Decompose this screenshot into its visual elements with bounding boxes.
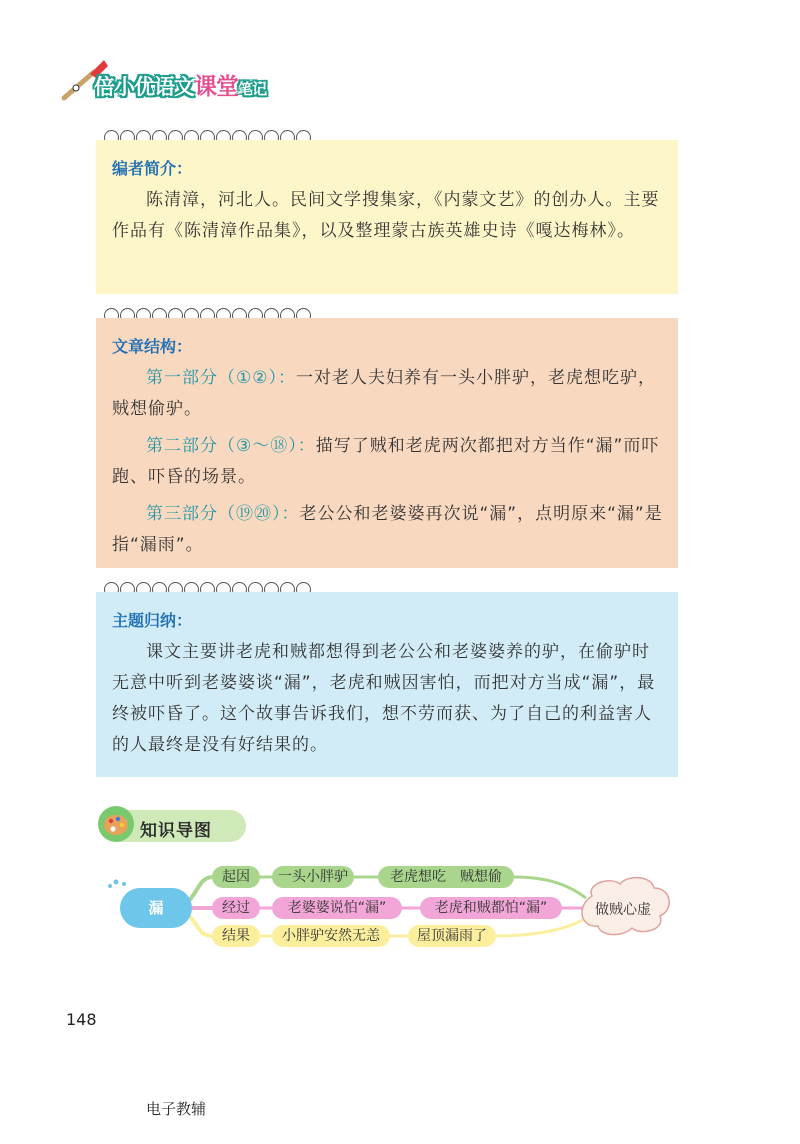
palette-icon [96, 804, 136, 844]
row-1-item-1: 一头小胖驴 [272, 866, 354, 888]
row-1-label: 起因 [212, 866, 260, 888]
theme-card [96, 592, 678, 777]
part-1-text: 一对老人夫妇养有一头小胖驴，老虎想吃驴，贼想偷驴。 [112, 368, 656, 419]
theme-heading: 主题归纳： [112, 611, 193, 630]
brand-main-text: 倍小优语文 [94, 75, 194, 99]
row-2-label: 经过 [212, 897, 260, 919]
theme-body: 课文主要讲老虎和贼都想得到老公公和老婆婆养的驴，在偷驴时无意中听到老婆婆谈“漏”，老虎和贼因害怕，而把对方当成“漏”，最终被吓昏了。这个故事告诉我们，想不劳而获、为了自己的利益害人的人最终是没有好结果的。 [112, 642, 656, 755]
part-3-label: 第三部分（⑲⑳）： [146, 504, 300, 524]
row-2-item-1: 老婆婆说怕“漏” [272, 897, 402, 919]
row-3-label: 结果 [212, 925, 260, 947]
mindmap-conclusion: 做贼心虚 [595, 902, 651, 918]
header-logo [60, 58, 320, 108]
row-1-item-2: 老虎想吃 贼想偷 [378, 866, 514, 888]
part-2-text: 描写了贼和老虎两次都把对方当作“漏”而吓跑、吓昏的场景。 [112, 436, 660, 487]
mindmap-root-node: 漏 [120, 888, 192, 928]
structure-part-1 [112, 363, 664, 425]
row-2-item-2: 老虎和贼都怕“漏” [420, 897, 562, 919]
row-3-item-1: 小胖驴安然无恙 [272, 925, 390, 947]
part-3-text: 老公公和老婆婆再次说“漏”，点明原来“漏”是指“漏雨”。 [112, 504, 663, 555]
brand-biji-text: 笔记 [238, 80, 267, 98]
mindmap-section-title [96, 804, 246, 842]
mindmap-title: 知识导图 [140, 821, 212, 841]
part-2-label: 第二部分（③～⑱）： [146, 436, 316, 456]
page-number: 148 [66, 1010, 97, 1029]
row-3-item-2: 屋顶漏雨了 [408, 925, 496, 947]
author-body: 陈清漳，河北人。民间文学搜集家，《内蒙文艺》的创办人。主要作品有《陈清漳作品集》，以及整理蒙古族英雄史诗《嘎达梅林》。 [112, 190, 660, 241]
brand-title [94, 68, 266, 101]
structure-part-2 [112, 431, 664, 493]
part-1-label: 第一部分（①②）： [146, 368, 296, 388]
structure-part-3 [112, 499, 664, 561]
footer-text: 电子教辅 [146, 1100, 207, 1118]
brand-ketang-text: 课堂 [194, 74, 238, 100]
author-card [96, 140, 678, 294]
structure-heading: 文章结构： [112, 337, 193, 356]
structure-card [96, 318, 678, 568]
mind-map [100, 858, 680, 950]
author-heading: 编者简介： [112, 159, 193, 178]
